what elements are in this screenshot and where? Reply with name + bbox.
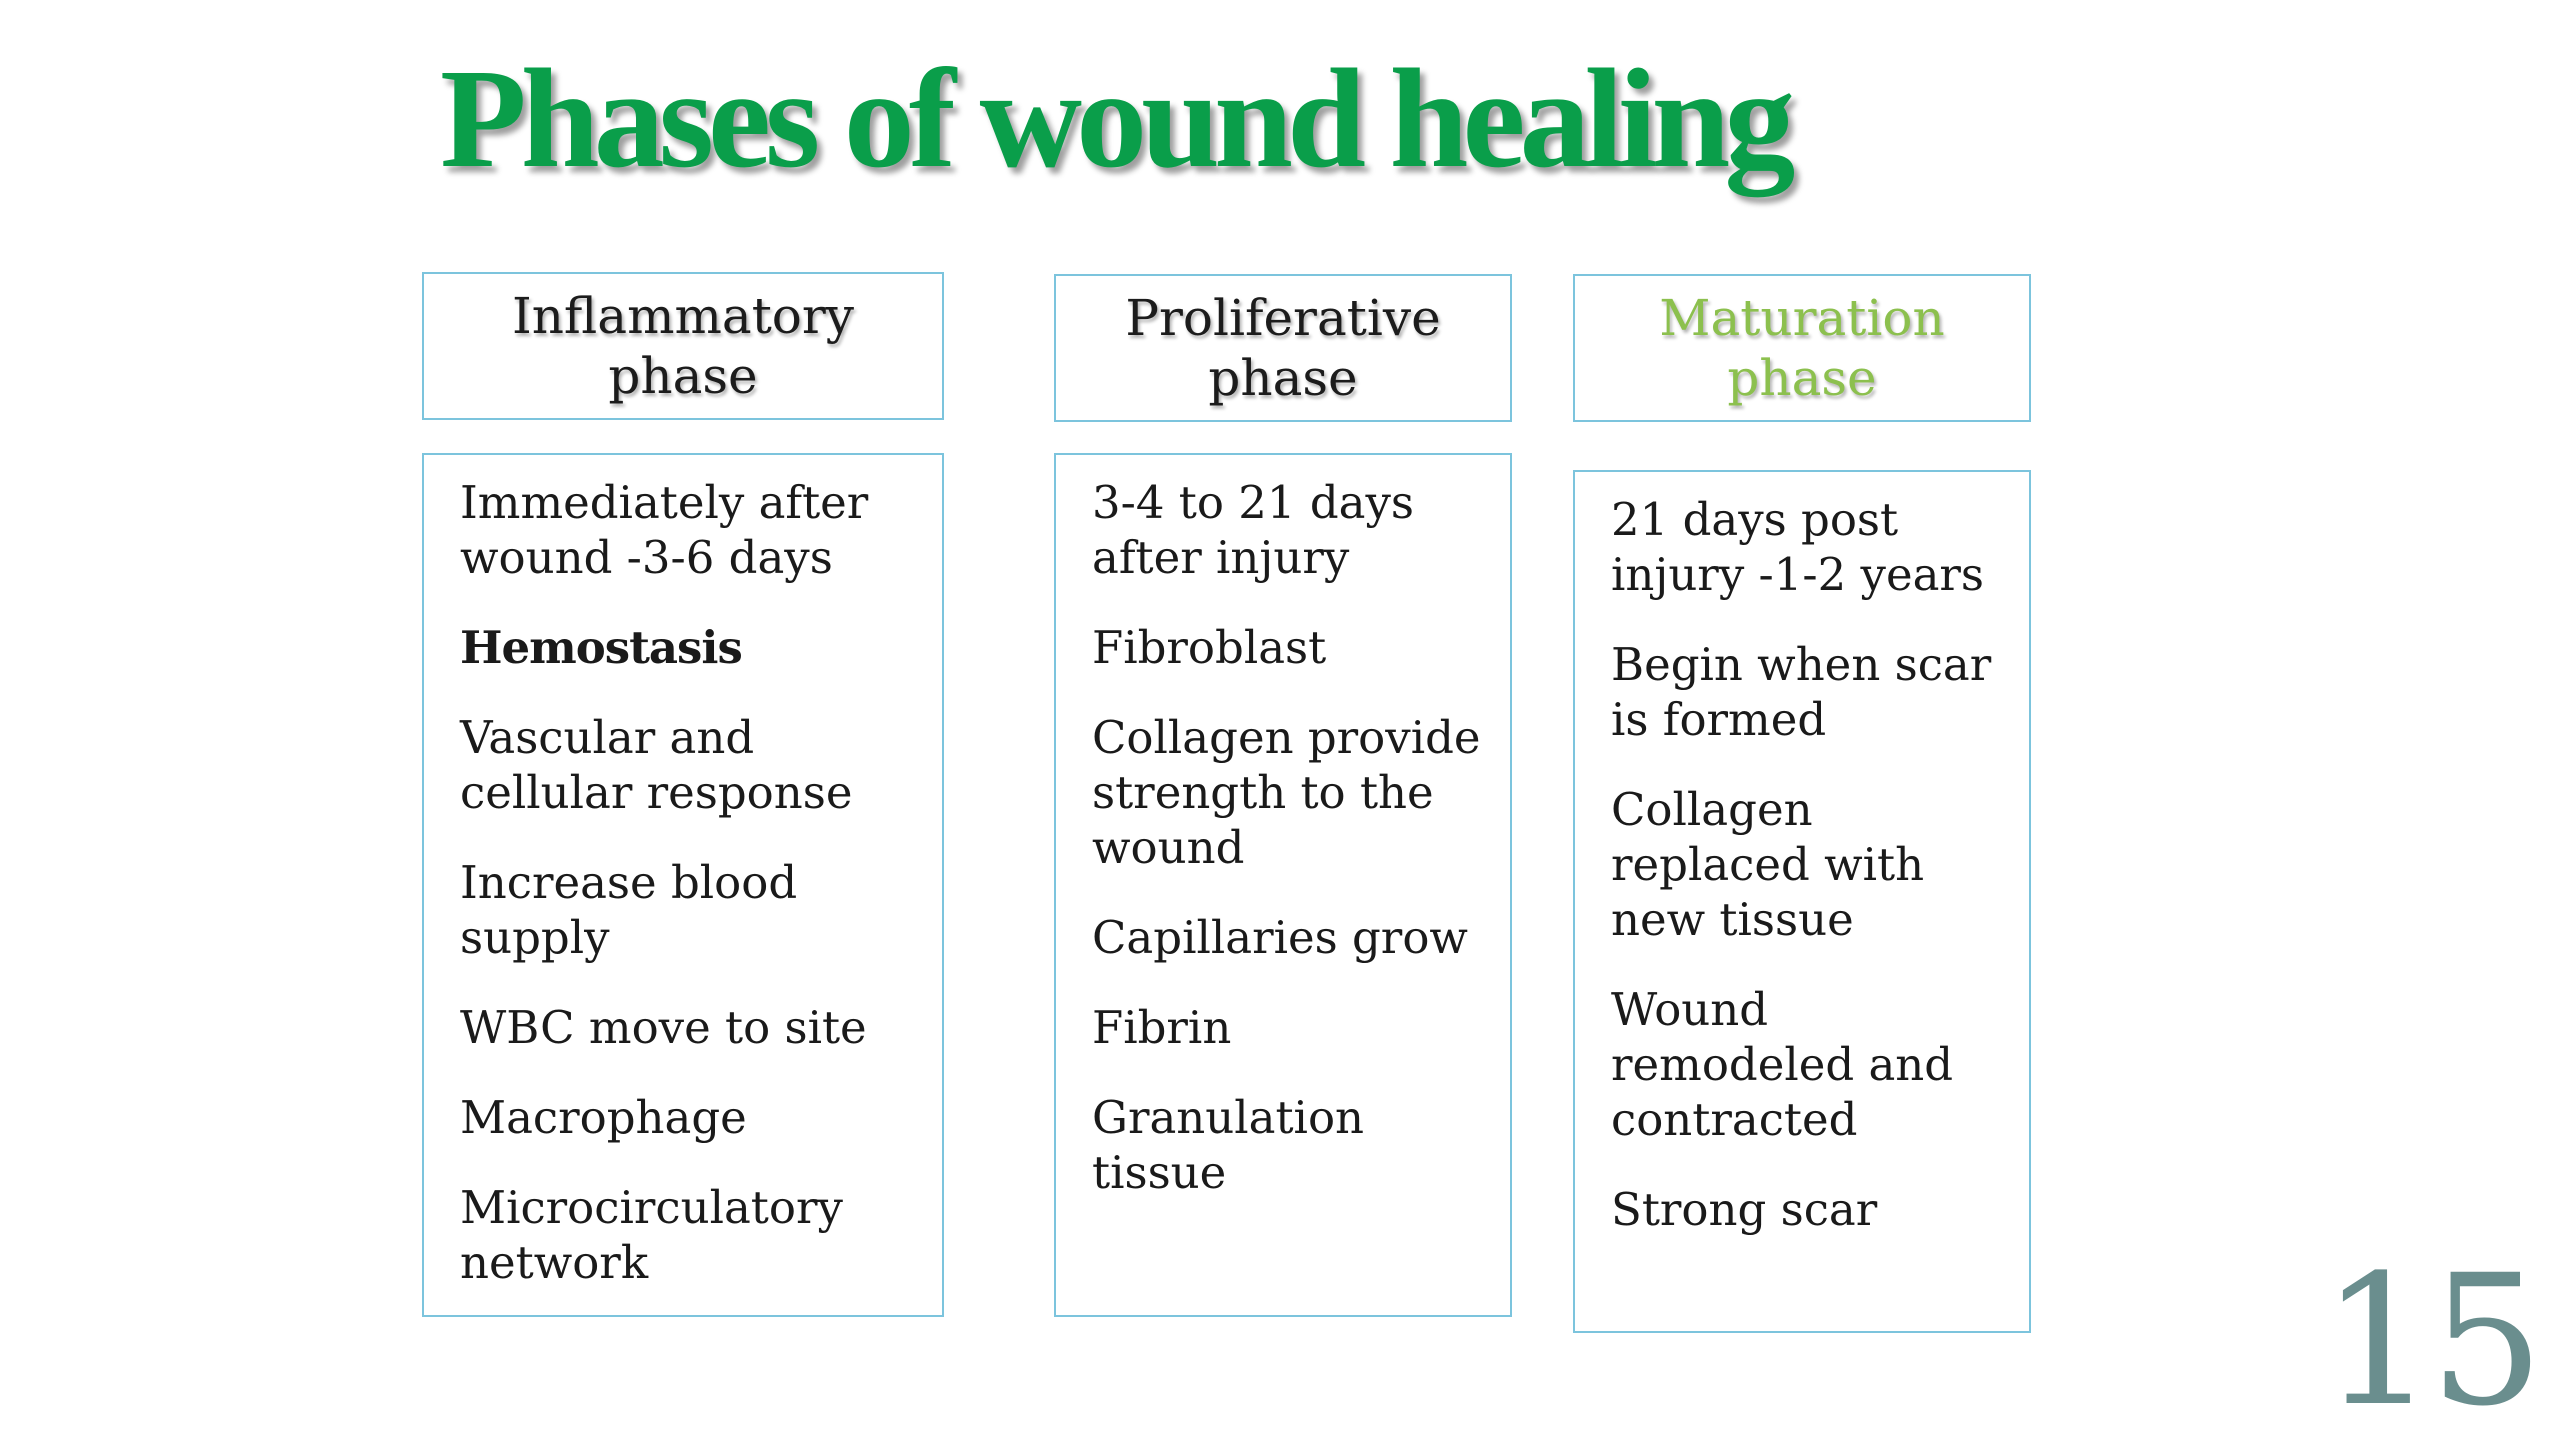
maturation-header: Maturation phase: [1659, 289, 1945, 407]
list-item: Capillaries grow: [1092, 911, 1468, 964]
list-item: Fibroblast: [1092, 621, 1327, 674]
list-item: Immediately after wound -3-6 days: [460, 476, 869, 584]
maturation-header-box: [1573, 274, 2031, 422]
inflammatory-header-box: [422, 272, 944, 420]
proliferative-header-box: [1054, 274, 1512, 422]
list-item: WBC move to site: [460, 1001, 867, 1054]
list-item: Fibrin: [1092, 1001, 1232, 1054]
list-item: 21 days post injury -1-2 years: [1611, 493, 1985, 601]
maturation-list: [1573, 470, 2031, 1333]
list-item: Collagen provide strength to the wound: [1092, 711, 1481, 874]
list-item: Strong scar: [1611, 1183, 1878, 1236]
list-item: Wound remodeled and contracted: [1611, 983, 1954, 1146]
list-item: Hemostasis: [460, 621, 742, 674]
proliferative-header: Proliferative phase: [1125, 289, 1441, 407]
page-number: 15: [2320, 1237, 2538, 1446]
list-item: Begin when scar is formed: [1611, 638, 1992, 746]
list-item: 3-4 to 21 days after injury: [1092, 476, 1414, 584]
list-item: Collagen replaced with new tissue: [1611, 783, 1925, 946]
list-item: Vascular and cellular response: [460, 711, 853, 819]
list-item: Macrophage: [460, 1091, 747, 1144]
inflammatory-header: Inflammatory phase: [511, 287, 855, 405]
list-item: Microcirculatory network: [460, 1181, 843, 1289]
inflammatory-list: [422, 453, 944, 1317]
list-item: Increase blood supply: [460, 856, 798, 964]
slide-title: Phases of wound healing: [440, 39, 1790, 197]
proliferative-list: [1054, 453, 1512, 1317]
list-item: Granulation tissue: [1092, 1091, 1365, 1199]
